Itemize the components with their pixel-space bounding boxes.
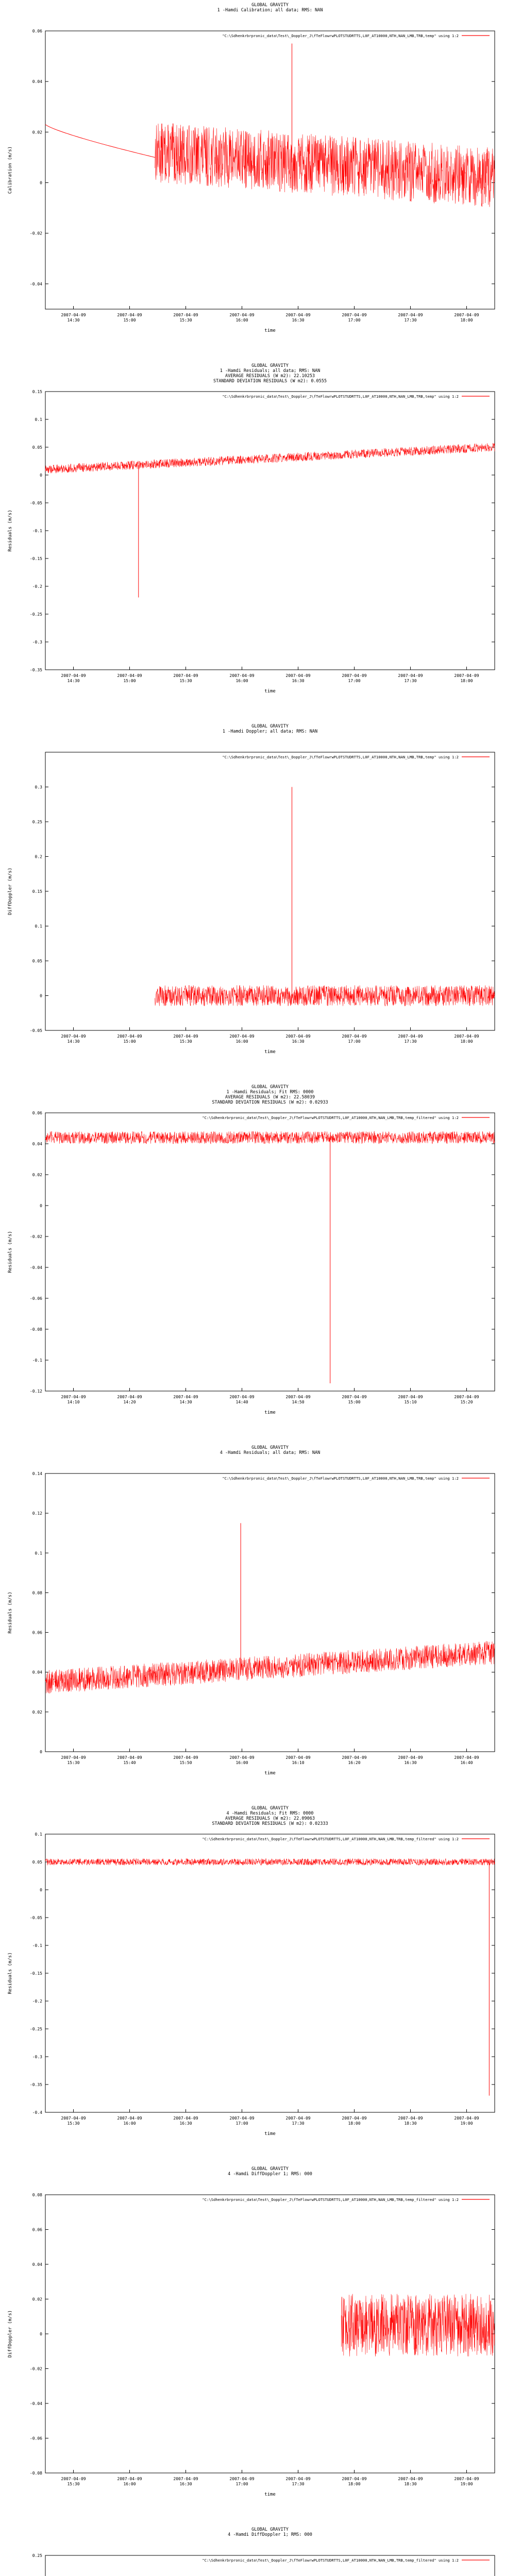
x-tick-time: 17:00 bbox=[235, 2121, 248, 2126]
y-tick-label: 0.14 bbox=[32, 1471, 42, 1476]
legend-label: "C:\Sdhenkrbrpronic_data\Test\_Doppler_J\fTeFlowrwPLOTSTUDRTTS,L0F_AT10000,NTH,NAN_LMB,TRB,temp_filtered" using 1:2 bbox=[202, 2558, 459, 2563]
x-tick-time: 18:00 bbox=[460, 318, 473, 323]
x-tick-date: 2007-04-09 bbox=[454, 313, 479, 317]
chart-title-line: 1 -Hamdi Calibration; all data; RMS: NAN bbox=[217, 8, 323, 13]
x-axis-label: time bbox=[264, 328, 276, 333]
y-tick-label: 0.06 bbox=[32, 1630, 42, 1635]
x-axis-label: time bbox=[264, 1771, 276, 1776]
y-axis-label: DiffDoppler (m/s) bbox=[8, 867, 13, 916]
chart-title-line: AVERAGE RESIDUALS (W m2): 22.10253 bbox=[225, 374, 315, 379]
x-tick-date: 2007-04-09 bbox=[398, 673, 423, 678]
x-tick-date: 2007-04-09 bbox=[61, 673, 86, 678]
x-axis-label: time bbox=[264, 2492, 276, 2497]
x-tick-time: 16:00 bbox=[235, 1039, 248, 1044]
y-tick-label: 0.04 bbox=[32, 1142, 42, 1146]
x-tick-date: 2007-04-09 bbox=[398, 2116, 423, 2121]
y-tick-label: -0.25 bbox=[29, 612, 42, 617]
chart-title-line: AVERAGE RESIDUALS (W m2): 22.09063 bbox=[225, 1816, 315, 1821]
x-tick-date: 2007-04-09 bbox=[454, 1755, 479, 1760]
y-tick-label: -0.08 bbox=[29, 2471, 42, 2476]
x-axis-label: time bbox=[264, 1410, 276, 1415]
x-tick-time: 14:20 bbox=[123, 1400, 136, 1404]
x-tick-date: 2007-04-09 bbox=[61, 313, 86, 317]
x-tick-date: 2007-04-09 bbox=[173, 313, 198, 317]
x-tick-date: 2007-04-09 bbox=[229, 1755, 255, 1760]
chart-title-line: GLOBAL GRAVITY bbox=[251, 1806, 289, 1811]
y-tick-label: -0.2 bbox=[32, 1999, 42, 2004]
data-series-line bbox=[155, 985, 495, 1006]
x-tick-date: 2007-04-09 bbox=[61, 1395, 86, 1399]
y-tick-label: 0 bbox=[40, 473, 42, 478]
y-tick-label: -0.2 bbox=[32, 584, 42, 589]
plot-frame bbox=[45, 1113, 495, 1391]
y-tick-label: 0.04 bbox=[32, 2262, 42, 2267]
y-axis-label: Residuals (m/s) bbox=[8, 510, 13, 552]
x-tick-time: 15:00 bbox=[123, 1039, 136, 1044]
y-tick-label: 0.05 bbox=[32, 959, 42, 963]
chart-title-line: STANDARD DEVIATION RESIDUALS (W m2): 0.02933 bbox=[212, 1100, 328, 1105]
x-tick-time: 16:10 bbox=[292, 1760, 305, 1765]
x-tick-time: 16:00 bbox=[123, 2482, 136, 2486]
data-series-line bbox=[45, 1641, 495, 1693]
y-tick-label: 0 bbox=[40, 1204, 42, 1208]
x-tick-time: 15:30 bbox=[179, 679, 192, 683]
x-tick-date: 2007-04-09 bbox=[117, 2477, 142, 2481]
y-tick-label: 0 bbox=[40, 993, 42, 998]
legend-label: "C:\Sdhenkrbrpronic_data\Test\_Doppler_J\fTeFlowrwPLOTSTUDRTTS,L0F_AT10000,NTH,NAN_LMB,TRB,temp" using 1:2 bbox=[222, 33, 459, 38]
x-tick-time: 15:00 bbox=[348, 1400, 361, 1404]
data-series-line bbox=[45, 443, 495, 473]
x-tick-time: 16:30 bbox=[404, 1760, 417, 1765]
y-tick-label: 0.12 bbox=[32, 1511, 42, 1516]
chart-title-line: GLOBAL GRAVITY bbox=[251, 363, 289, 368]
x-tick-date: 2007-04-09 bbox=[454, 673, 479, 678]
x-tick-time: 18:30 bbox=[404, 2121, 417, 2126]
y-tick-label: 0 bbox=[40, 2332, 42, 2336]
y-tick-label: -0.1 bbox=[32, 529, 42, 533]
x-tick-date: 2007-04-09 bbox=[454, 2477, 479, 2481]
chart-title-line: 4 -Hamdi DiffDoppler 1; RMS: 000 bbox=[228, 2532, 312, 2537]
x-tick-time: 14:30 bbox=[67, 318, 80, 323]
x-tick-date: 2007-04-09 bbox=[342, 313, 367, 317]
x-axis-label: time bbox=[264, 689, 276, 694]
y-tick-label: 0.02 bbox=[32, 1709, 42, 1715]
x-tick-time: 15:20 bbox=[460, 1400, 473, 1404]
y-axis-label: Residuals (m/s) bbox=[8, 1231, 13, 1273]
y-tick-label: -0.35 bbox=[29, 668, 42, 672]
y-tick-label: 0.02 bbox=[32, 2297, 42, 2302]
x-tick-time: 15:50 bbox=[179, 1760, 192, 1765]
plot-frame bbox=[45, 392, 495, 670]
x-tick-date: 2007-04-09 bbox=[285, 673, 311, 678]
x-tick-date: 2007-04-09 bbox=[229, 673, 255, 678]
x-tick-time: 15:30 bbox=[179, 1039, 192, 1044]
legend-label: "C:\Sdhenkrbrpronic_data\Test\_Doppler_J\fTeFlowrwPLOTSTUDRTTS,L0F_AT10000,NTH,NAN_LMB,TRB,temp" using 1:2 bbox=[222, 394, 459, 399]
x-tick-date: 2007-04-09 bbox=[61, 1034, 86, 1039]
chart-8 bbox=[0, 2524, 505, 2576]
chart-title-line: STANDARD DEVIATION RESIDUALS (W m2): 0.0555 bbox=[213, 379, 327, 384]
x-tick-time: 17:30 bbox=[404, 679, 417, 683]
x-tick-time: 18:00 bbox=[348, 2482, 361, 2486]
y-axis-label: Residuals (m/s) bbox=[8, 1591, 13, 1634]
x-tick-date: 2007-04-09 bbox=[61, 2116, 86, 2121]
x-tick-date: 2007-04-09 bbox=[342, 2477, 367, 2481]
data-series-line bbox=[45, 1131, 495, 1144]
y-tick-label: 0.04 bbox=[32, 1670, 42, 1675]
x-tick-date: 2007-04-09 bbox=[454, 1034, 479, 1039]
x-tick-date: 2007-04-09 bbox=[117, 1755, 142, 1760]
y-tick-label: 0.2 bbox=[35, 854, 42, 859]
x-tick-date: 2007-04-09 bbox=[285, 313, 311, 317]
x-tick-time: 14:10 bbox=[67, 1400, 80, 1404]
x-tick-date: 2007-04-09 bbox=[342, 1034, 367, 1039]
x-tick-time: 16:00 bbox=[235, 318, 248, 323]
y-tick-label: 0 bbox=[40, 1888, 42, 1892]
y-tick-label: 0.06 bbox=[32, 1111, 42, 1115]
x-tick-date: 2007-04-09 bbox=[342, 1755, 367, 1760]
x-tick-date: 2007-04-09 bbox=[398, 1395, 423, 1399]
x-tick-time: 16:00 bbox=[235, 679, 248, 683]
plot-frame bbox=[45, 1473, 495, 1752]
x-tick-time: 17:30 bbox=[404, 1039, 417, 1044]
y-tick-label: -0.06 bbox=[29, 2436, 42, 2441]
y-tick-label: -0.04 bbox=[29, 1265, 42, 1270]
y-tick-label: -0.02 bbox=[29, 231, 42, 236]
x-tick-time: 16:20 bbox=[348, 1760, 361, 1765]
x-tick-date: 2007-04-09 bbox=[173, 1395, 198, 1399]
x-tick-date: 2007-04-09 bbox=[229, 2116, 255, 2121]
x-tick-time: 17:30 bbox=[292, 2482, 305, 2486]
plot-frame bbox=[45, 752, 495, 1030]
x-tick-time: 18:00 bbox=[460, 1039, 473, 1044]
x-tick-date: 2007-04-09 bbox=[342, 2116, 367, 2121]
y-tick-label: 0.1 bbox=[35, 924, 42, 929]
chart-title-line: 1 -Hamdi Residuals; Fit RMS: 0000 bbox=[226, 1090, 314, 1095]
x-tick-date: 2007-04-09 bbox=[173, 1034, 198, 1039]
x-tick-time: 15:00 bbox=[123, 318, 136, 323]
chart-title-line: 4 -Hamdi DiffDoppler 1; RMS: 000 bbox=[228, 2172, 312, 2177]
y-tick-label: -0.1 bbox=[32, 1358, 42, 1363]
y-tick-label: -0.04 bbox=[29, 281, 42, 286]
x-tick-time: 15:30 bbox=[67, 1760, 80, 1765]
data-series-line bbox=[45, 1859, 495, 1866]
x-tick-time: 14:30 bbox=[179, 1400, 192, 1404]
legend-label: "C:\Sdhenkrbrpronic_data\Test\_Doppler_J\fTeFlowrwPLOTSTUDRTTS,L0F_AT10000,NTH,NAN_LMB,TRB,temp" using 1:2 bbox=[222, 755, 459, 759]
x-tick-time: 16:30 bbox=[292, 679, 305, 683]
legend-label: "C:\Sdhenkrbrpronic_data\Test\_Doppler_J\fTeFlowrwPLOTSTUDRTTS,L0F_AT10000,NTH,NAN_LMB,TRB,temp_filtered" using 1:2 bbox=[202, 1837, 459, 1841]
chart-title-line: AVERAGE RESIDUALS (W m2): 22.58039 bbox=[225, 1095, 315, 1100]
x-tick-date: 2007-04-09 bbox=[117, 1395, 142, 1399]
x-tick-time: 14:40 bbox=[235, 1400, 248, 1404]
x-tick-time: 14:30 bbox=[67, 1039, 80, 1044]
y-tick-label: -0.02 bbox=[29, 2366, 42, 2371]
y-tick-label: 0.1 bbox=[35, 1551, 42, 1556]
y-tick-label: 0.06 bbox=[32, 2227, 42, 2232]
x-tick-date: 2007-04-09 bbox=[398, 1755, 423, 1760]
x-tick-date: 2007-04-09 bbox=[342, 673, 367, 678]
data-series-line bbox=[341, 2294, 495, 2357]
chart-title-line: GLOBAL GRAVITY bbox=[251, 2166, 289, 2172]
y-tick-label: -0.02 bbox=[29, 1234, 42, 1239]
chart-title-line: GLOBAL GRAVITY bbox=[251, 724, 289, 729]
plot-frame bbox=[45, 2195, 495, 2473]
y-tick-label: 0.08 bbox=[32, 2193, 42, 2197]
x-tick-date: 2007-04-09 bbox=[398, 1034, 423, 1039]
x-tick-date: 2007-04-09 bbox=[285, 2477, 311, 2481]
y-tick-label: -0.05 bbox=[29, 501, 42, 505]
x-tick-date: 2007-04-09 bbox=[173, 673, 198, 678]
chart-5 bbox=[0, 1443, 505, 1803]
x-tick-date: 2007-04-09 bbox=[454, 2116, 479, 2121]
x-tick-date: 2007-04-09 bbox=[173, 2477, 198, 2481]
x-tick-time: 17:30 bbox=[292, 2121, 305, 2126]
x-tick-date: 2007-04-09 bbox=[173, 2116, 198, 2121]
y-tick-label: 0.1 bbox=[35, 417, 42, 422]
x-axis-label: time bbox=[264, 1049, 276, 1055]
plot-frame bbox=[45, 31, 495, 309]
y-tick-label: -0.08 bbox=[29, 1327, 42, 1332]
y-tick-label: -0.05 bbox=[29, 1028, 42, 1033]
y-tick-label: 0.15 bbox=[32, 889, 42, 894]
y-tick-label: 0.04 bbox=[32, 79, 42, 84]
y-tick-label: 0.05 bbox=[32, 445, 42, 450]
chart-title-line: GLOBAL GRAVITY bbox=[251, 2527, 289, 2532]
x-tick-date: 2007-04-09 bbox=[285, 1395, 311, 1399]
x-tick-date: 2007-04-09 bbox=[229, 1034, 255, 1039]
y-axis-label: Calibration (m/s) bbox=[8, 146, 13, 194]
x-tick-date: 2007-04-09 bbox=[229, 1395, 255, 1399]
x-tick-time: 16:40 bbox=[460, 1760, 473, 1765]
y-tick-label: -0.04 bbox=[29, 2401, 42, 2406]
x-tick-time: 16:00 bbox=[235, 1760, 248, 1765]
chart-2 bbox=[0, 361, 505, 721]
x-tick-date: 2007-04-09 bbox=[117, 2116, 142, 2121]
y-tick-label: -0.25 bbox=[29, 2027, 42, 2031]
plot-frame bbox=[45, 1834, 495, 2112]
x-tick-date: 2007-04-09 bbox=[229, 2477, 255, 2481]
x-tick-date: 2007-04-09 bbox=[61, 1755, 86, 1760]
x-tick-time: 17:00 bbox=[348, 679, 361, 683]
chart-title-line: GLOBAL GRAVITY bbox=[251, 1445, 289, 1450]
x-tick-time: 18:00 bbox=[348, 2121, 361, 2126]
y-tick-label: -0.15 bbox=[29, 556, 42, 561]
x-tick-time: 18:00 bbox=[460, 679, 473, 683]
legend-label: "C:\Sdhenkrbrpronic_data\Test\_Doppler_J\fTeFlowrwPLOTSTUDRTTS,L0F_AT10000,NTH,NAN_LMB,TRB,temp" using 1:2 bbox=[222, 1476, 459, 1481]
x-tick-date: 2007-04-09 bbox=[342, 1395, 367, 1399]
chart-title-line: 4 -Hamdi Residuals; all data; RMS: NAN bbox=[220, 1450, 321, 1455]
x-tick-date: 2007-04-09 bbox=[117, 673, 142, 678]
x-tick-time: 14:50 bbox=[292, 1400, 305, 1404]
x-tick-time: 15:00 bbox=[123, 679, 136, 683]
legend-label: "C:\Sdhenkrbrpronic_data\Test\_Doppler_J\fTeFlowrwPLOTSTUDRTTS,L0F_AT10000,NTH,NAN_LMB,TRB,temp_filtered" using 1:2 bbox=[202, 2197, 459, 2202]
chart-6 bbox=[0, 1803, 505, 2164]
y-tick-label: 0.06 bbox=[32, 29, 42, 33]
x-tick-time: 15:30 bbox=[67, 2121, 80, 2126]
y-tick-label: -0.06 bbox=[29, 1296, 42, 1301]
legend-label: "C:\Sdhenkrbrpronic_data\Test\_Doppler_J\fTeFlowrwPLOTSTUDRTTS,L0F_AT10000,NTH,NAN_LMB,TRB,temp_filtered" using 1:2 bbox=[202, 1115, 459, 1120]
y-tick-label: 0.25 bbox=[32, 820, 42, 824]
x-tick-time: 16:30 bbox=[179, 2482, 192, 2486]
x-tick-time: 15:10 bbox=[404, 1400, 417, 1404]
y-tick-label: -0.3 bbox=[32, 2055, 42, 2059]
y-tick-label: 0.15 bbox=[32, 389, 42, 394]
x-tick-time: 17:00 bbox=[348, 1039, 361, 1044]
x-axis-label: time bbox=[264, 2131, 276, 2137]
y-tick-label: -0.12 bbox=[29, 1389, 42, 1394]
x-tick-date: 2007-04-09 bbox=[173, 1755, 198, 1760]
x-tick-time: 16:30 bbox=[292, 1039, 305, 1044]
y-axis-label: Residuals (m/s) bbox=[8, 1952, 13, 1994]
x-tick-time: 15:40 bbox=[123, 1760, 136, 1765]
chart-1 bbox=[0, 0, 505, 361]
calibration-curve bbox=[45, 125, 155, 158]
x-tick-time: 17:30 bbox=[404, 318, 417, 323]
y-axis-label: DiffDoppler (m/s) bbox=[8, 2310, 13, 2358]
data-series-line bbox=[155, 124, 495, 207]
chart-title-line: GLOBAL GRAVITY bbox=[251, 3, 289, 8]
y-tick-label: 0.02 bbox=[32, 1173, 42, 1177]
chart-title-line: GLOBAL GRAVITY bbox=[251, 1084, 289, 1090]
x-tick-time: 17:00 bbox=[348, 318, 361, 323]
x-tick-date: 2007-04-09 bbox=[398, 313, 423, 317]
y-tick-label: 0.05 bbox=[32, 1860, 42, 1865]
y-tick-label: -0.3 bbox=[32, 640, 42, 645]
y-tick-label: -0.05 bbox=[29, 1916, 42, 1920]
y-tick-label: 0.3 bbox=[35, 785, 42, 790]
x-tick-time: 14:30 bbox=[67, 679, 80, 683]
chart-title-line: STANDARD DEVIATION RESIDUALS (W m2): 0.02333 bbox=[212, 1821, 328, 1826]
y-tick-label: -0.35 bbox=[29, 2082, 42, 2087]
y-tick-label: -0.15 bbox=[29, 1971, 42, 1976]
x-tick-time: 18:30 bbox=[404, 2482, 417, 2486]
chart-4 bbox=[0, 1082, 505, 1443]
x-tick-date: 2007-04-09 bbox=[454, 1395, 479, 1399]
x-tick-time: 15:30 bbox=[67, 2482, 80, 2486]
chart-3 bbox=[0, 721, 505, 1082]
x-tick-date: 2007-04-09 bbox=[61, 2477, 86, 2481]
y-tick-label: 0.1 bbox=[35, 1832, 42, 1837]
chart-title-line: 1 -Hamdi Doppler; all data; RMS: NAN bbox=[222, 729, 318, 734]
x-tick-time: 16:00 bbox=[123, 2121, 136, 2126]
x-tick-time: 17:00 bbox=[235, 2482, 248, 2486]
chart-7 bbox=[0, 2164, 505, 2524]
x-tick-date: 2007-04-09 bbox=[285, 1755, 311, 1760]
chart-title-line: 1 -Hamdi Residuals; all data; RMS: NAN bbox=[220, 368, 321, 374]
y-tick-label: 0 bbox=[40, 1750, 42, 1754]
x-tick-date: 2007-04-09 bbox=[398, 2477, 423, 2481]
y-tick-label: 0.25 bbox=[32, 2553, 42, 2558]
x-tick-time: 19:00 bbox=[460, 2482, 473, 2486]
y-tick-label: 0 bbox=[40, 180, 42, 185]
chart-title-line: 4 -Hamdi Residuals; Fit RMS: 0000 bbox=[226, 1811, 314, 1816]
y-tick-label: 0.08 bbox=[32, 1590, 42, 1596]
x-tick-date: 2007-04-09 bbox=[285, 1034, 311, 1039]
x-tick-time: 16:30 bbox=[179, 2121, 192, 2126]
x-tick-date: 2007-04-09 bbox=[229, 313, 255, 317]
x-tick-date: 2007-04-09 bbox=[117, 1034, 142, 1039]
x-tick-date: 2007-04-09 bbox=[117, 313, 142, 317]
x-tick-time: 15:30 bbox=[179, 318, 192, 323]
y-tick-label: 0.02 bbox=[32, 130, 42, 135]
x-tick-time: 19:00 bbox=[460, 2121, 473, 2126]
x-tick-date: 2007-04-09 bbox=[285, 2116, 311, 2121]
x-tick-time: 16:30 bbox=[292, 318, 305, 323]
y-tick-label: -0.1 bbox=[32, 1943, 42, 1948]
y-tick-label: -0.4 bbox=[32, 2110, 42, 2115]
